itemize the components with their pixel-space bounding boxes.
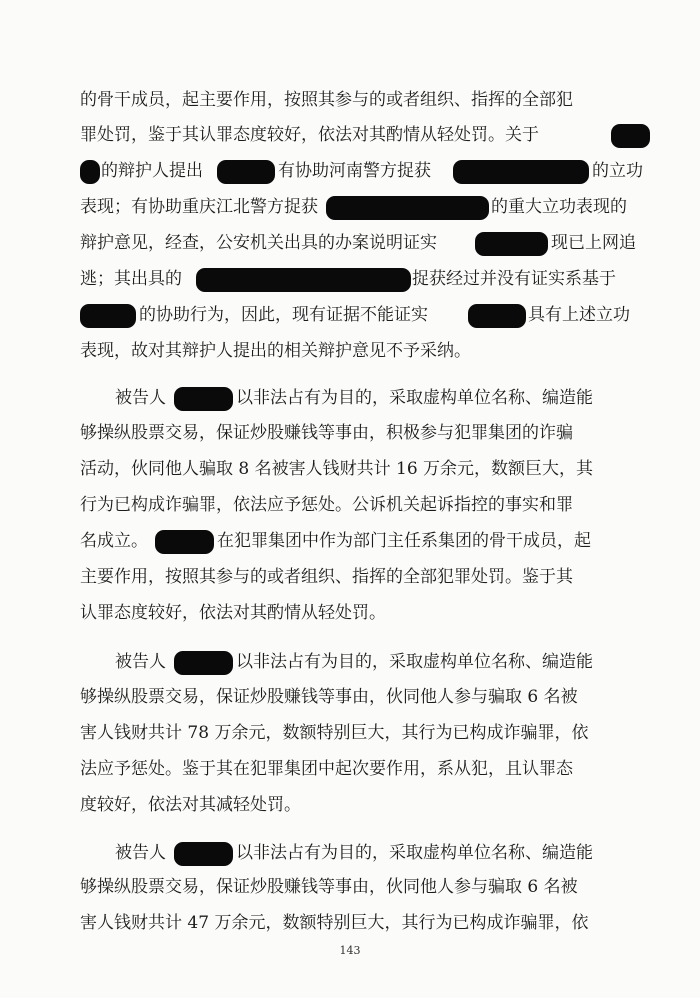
text-segment: 捉获经过并没有证实系基于 [412,269,616,289]
text-segment: 在犯罪集团中作为部门主任系集团的骨干成员，起 [217,531,591,551]
redaction-bar [326,196,489,220]
text-segment: 害人钱财共计 47 万余元，数额特别巨大，其行为已构成诈骗罪，依 [80,913,589,933]
redaction-bar [475,232,548,256]
redaction-bar [611,124,650,148]
redaction-bar [468,304,526,328]
redaction-bar [196,268,411,292]
text-segment: 被告人 [115,843,166,863]
text-segment: 的骨干成员，起主要作用，按照其参与的或者组织、指挥的全部犯 [80,90,573,110]
text-segment: 害人钱财共计 78 万余元，数额特别巨大，其行为已构成诈骗罪，依 [80,723,589,743]
page-number: 143 [339,944,361,957]
text-line [0,902,700,944]
text-segment: 罪处罚，鉴于其认罪态度较好，依法对其酌情从轻处罚。关于 [80,125,539,145]
text-segment: 够操纵股票交易，保证炒股赚钱等事由，伙同他人参与骗取 6 名被 [80,687,578,707]
text-segment: 够操纵股票交易，保证炒股赚钱等事由，积极参与犯罪集团的诈骗 [80,423,573,443]
text-segment: 主要作用，按照其参与的或者组织、指挥的全部犯罪处罚。鉴于其 [80,567,573,587]
text-segment: 辩护意见，经查，公安机关出具的办案说明证实 [80,233,437,253]
text-segment: 认罪态度较好，依法对其酌情从轻处罚。 [80,603,386,623]
text-segment: 行为已构成诈骗罪，依法应予惩处。公诉机关起诉指控的事实和罪 [80,495,573,515]
text-segment: 现已上网追 [551,233,636,253]
text-segment: 被告人 [115,652,166,672]
text-segment: 逃；其出具的 [80,269,182,289]
text-line [0,784,700,826]
text-segment: 活动，伙同他人骗取 8 名被害人钱财共计 16 万余元，数额巨大，其 [80,459,594,479]
text-line [0,330,700,372]
text-segment: 名成立。 [80,531,148,551]
redaction-bar [155,530,214,554]
text-segment: 以非法占有为目的，采取虚构单位名称、编造能 [236,388,593,408]
redaction-bar [174,387,233,411]
text-segment: 有协助河南警方捉获 [278,161,431,181]
redaction-bar [174,842,233,866]
text-segment: 被告人 [115,388,166,408]
redaction-bar [217,160,275,184]
text-segment: 表现；有协助重庆江北警方捉获 [80,197,318,217]
text-segment: 以非法占有为目的，采取虚构单位名称、编造能 [236,652,593,672]
redaction-bar [174,651,233,675]
text-segment: 的重大立功表现的 [491,197,627,217]
text-segment: 法应予惩处。鉴于其在犯罪集团中起次要作用，系从犯，且认罪态 [80,759,573,779]
text-segment: 表现，故对其辩护人提出的相关辩护意见不予采纳。 [80,341,471,361]
text-segment: 的立功 [592,161,643,181]
text-segment: 以非法占有为目的，采取虚构单位名称、编造能 [236,843,593,863]
text-segment: 的协助行为，因此，现有证据不能证实 [139,305,428,325]
text-segment: 具有上述立功 [528,305,630,325]
text-segment: 的辩护人提出 [101,161,203,181]
redaction-bar [80,304,136,328]
text-segment: 够操纵股票交易，保证炒股赚钱等事由，伙同他人参与骗取 6 名被 [80,877,578,897]
redaction-bar [80,160,100,184]
text-line [0,592,700,634]
redaction-bar [453,160,589,184]
text-segment: 度较好，依法对其减轻处罚。 [80,795,301,815]
